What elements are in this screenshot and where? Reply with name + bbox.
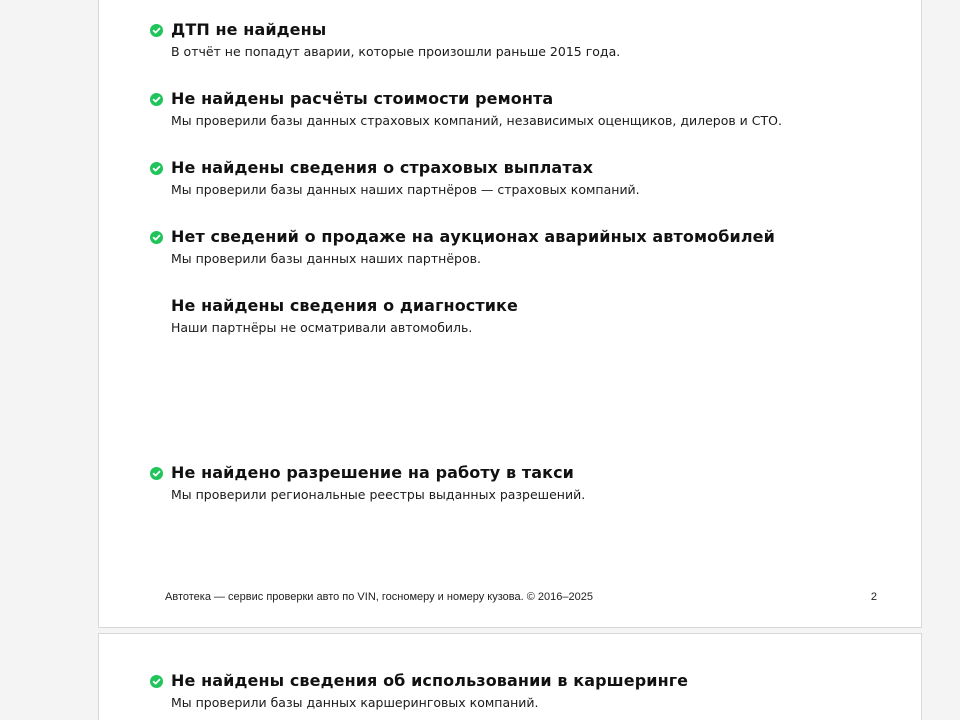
- page-footer: Автотека — сервис проверки авто по VIN, госномеру и номеру кузова. © 2016–2025: [165, 591, 593, 603]
- item-title: Не найдены расчёты стоимости ремонта: [171, 89, 554, 108]
- page-number: 2: [870, 591, 877, 603]
- item-description: Мы проверили региональные реестры выданных разрешений.: [171, 487, 586, 502]
- item-title: Нет сведений о продаже на аукционах аварийных автомобилей: [171, 227, 775, 246]
- item-title: Не найдены сведения о страховых выплатах: [171, 158, 594, 177]
- check-circle-icon: [150, 93, 163, 106]
- item-description: Мы проверили базы данных наших партнёров — страховых компаний.: [171, 182, 640, 197]
- check-circle-icon: [150, 467, 163, 480]
- item-title: ДТП не найдены: [171, 20, 327, 39]
- check-circle-icon: [150, 162, 163, 175]
- report-page: [98, 633, 922, 720]
- item-title: Не найдены сведения об использовании в каршеринге: [171, 671, 689, 690]
- check-circle-icon: [150, 231, 163, 244]
- item-description: Мы проверили базы данных наших партнёров.: [171, 251, 481, 266]
- item-description: Мы проверили базы данных каршеринговых компаний.: [171, 695, 539, 710]
- item-description: Наши партнёры не осматривали автомобиль.: [171, 320, 473, 335]
- item-description: В отчёт не попадут аварии, которые произошли раньше 2015 года.: [171, 44, 621, 59]
- item-title: Не найдено разрешение на работу в такси: [171, 463, 574, 482]
- item-title: Не найдены сведения о диагностике: [171, 296, 518, 315]
- check-circle-icon: [150, 24, 163, 37]
- check-circle-icon: [150, 675, 163, 688]
- item-description: Мы проверили базы данных страховых компаний, независимых оценщиков, дилеров и СТО.: [171, 113, 782, 128]
- report-page: [98, 0, 922, 628]
